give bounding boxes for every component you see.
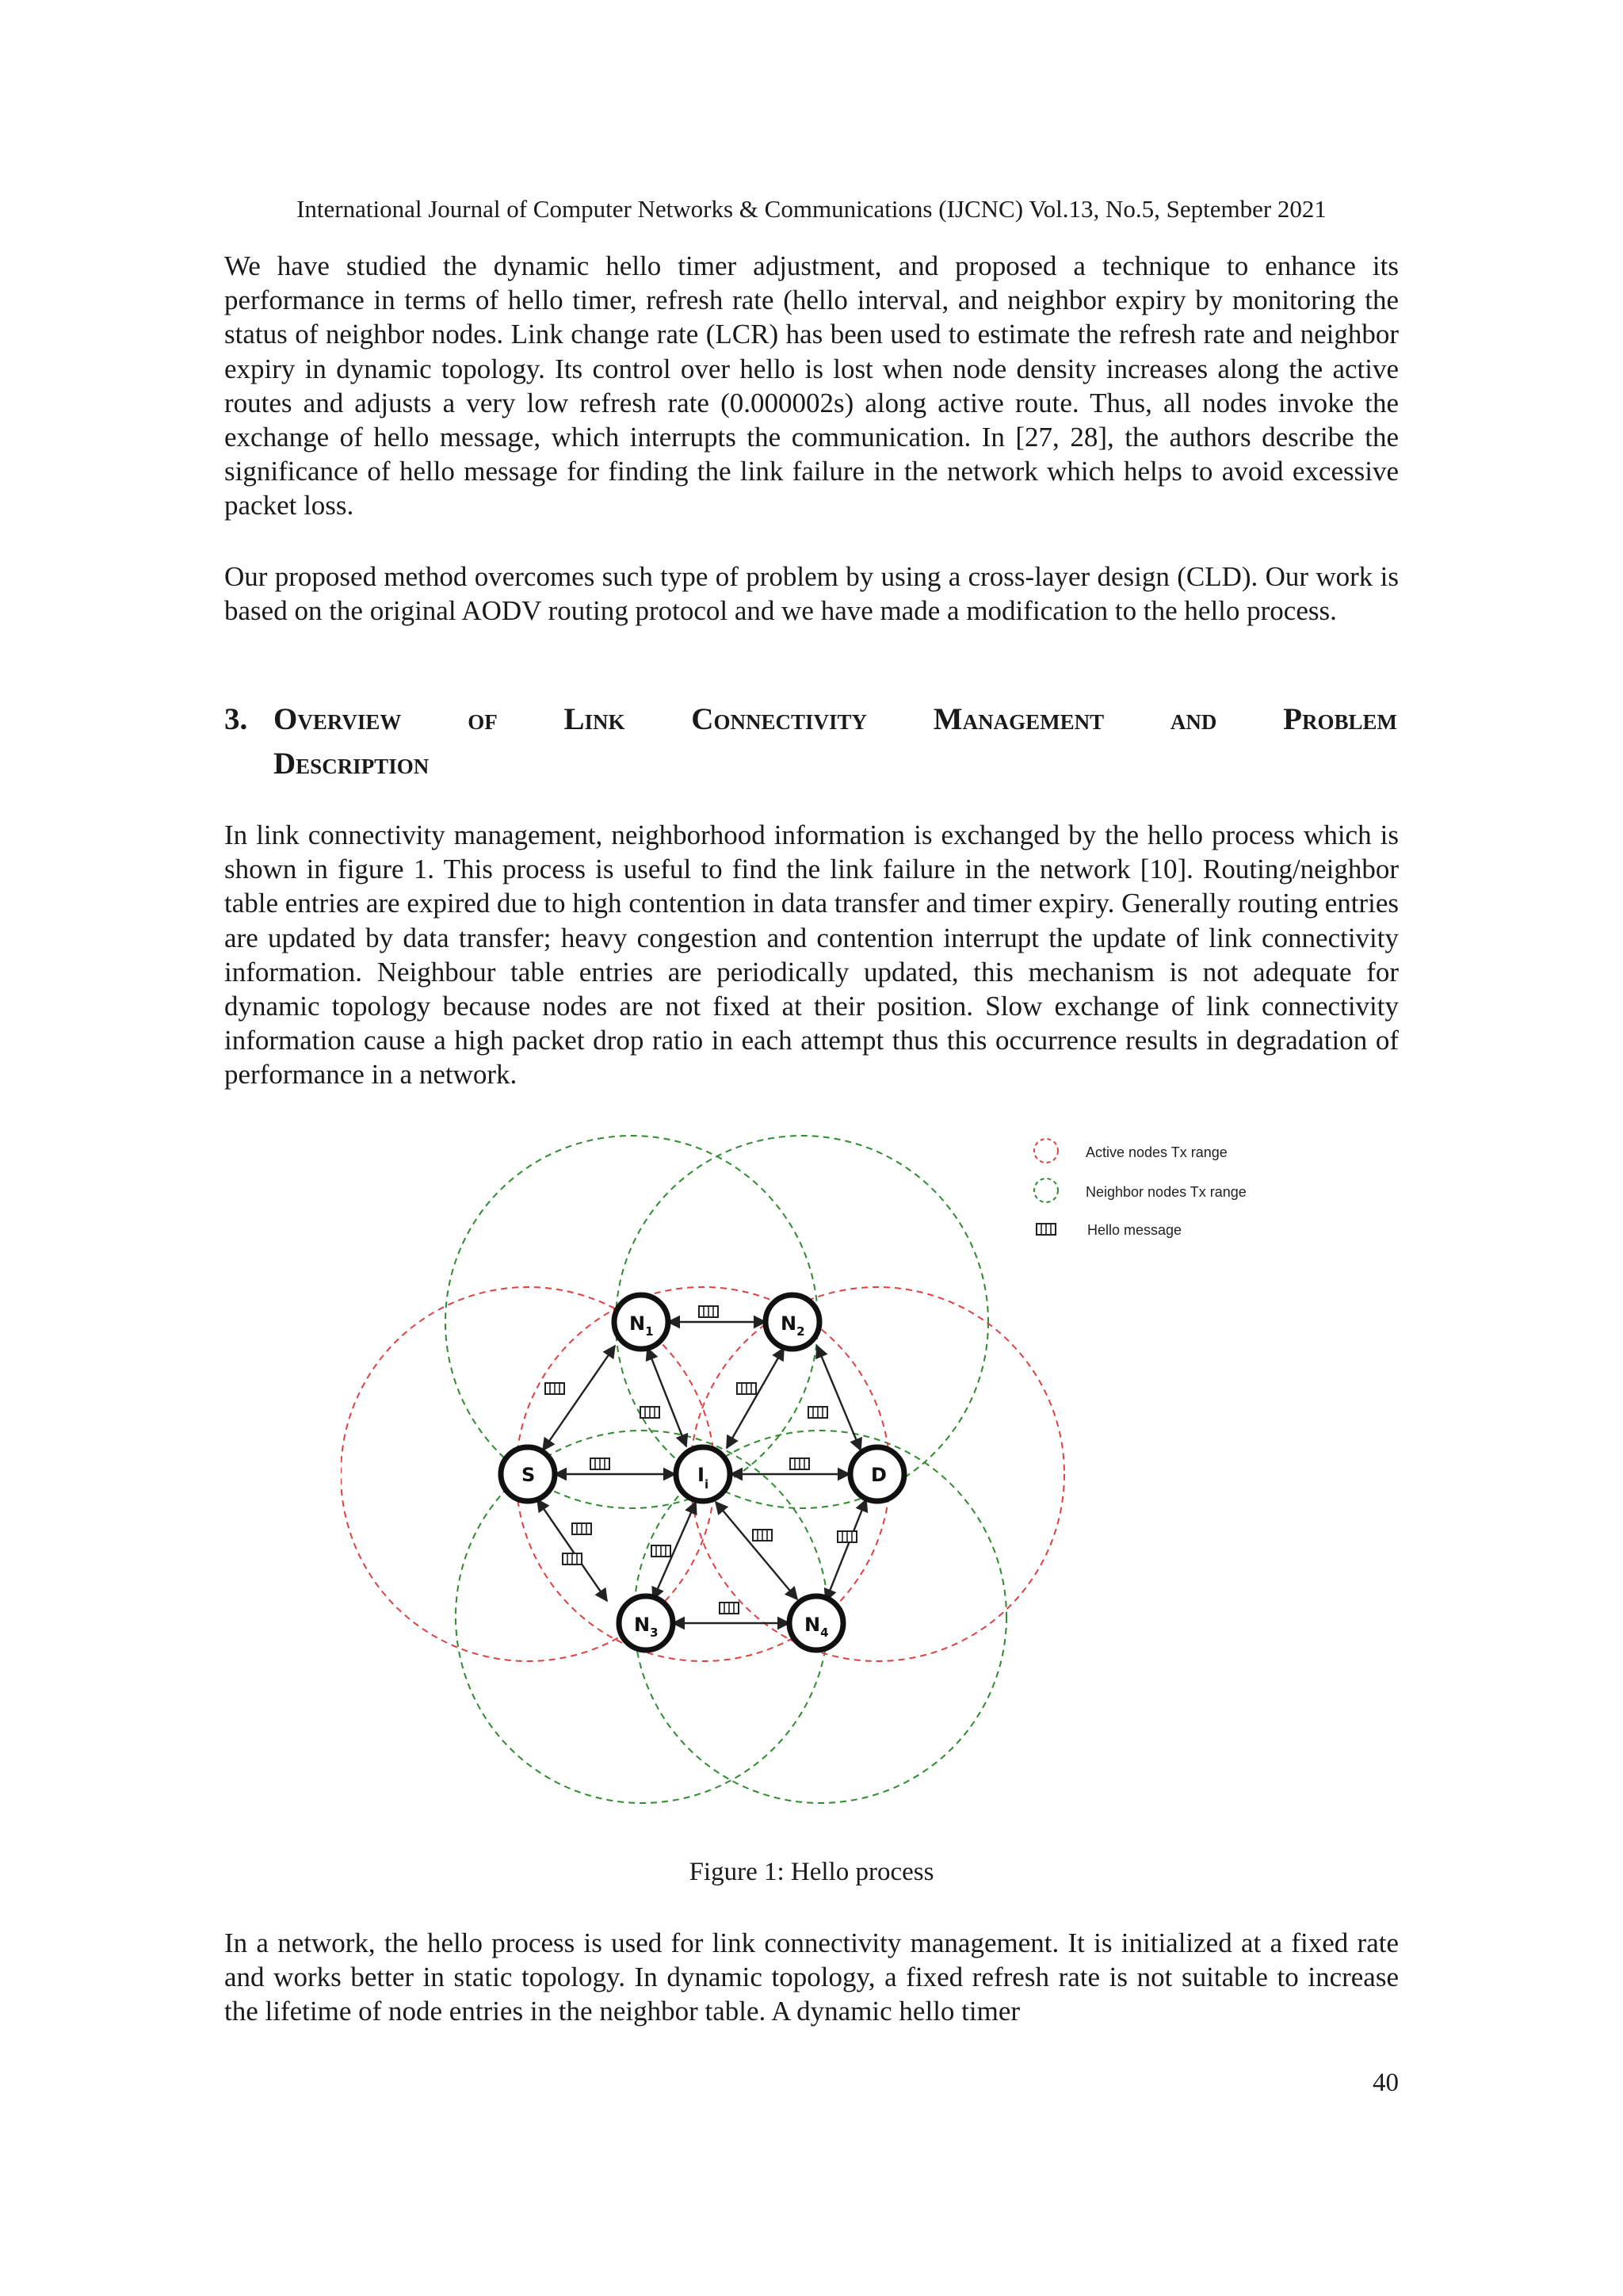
active-range-legend-icon: [1034, 1139, 1058, 1163]
legend-neighbor: Neighbor nodes Tx range: [1086, 1184, 1247, 1200]
node-label-d: D: [871, 1464, 887, 1486]
paragraph-1: We have studied the dynamic hello timer adjustment, and proposed a technique to enhance its performance in terms of hello timer, refresh rate (hello interval, and neighbor expiry by monitoring the status of neighbor nodes. Link change rate (LCR) has been used to estimate the refresh rate and neighbor expiry in dynamic topology. Its control over hello is lost when node density increases along the active routes and adjusts a very low refresh rate (0.000002s) along active route. Thus, all nodes invoke the exchange of hello message, which interrupts the communication. In [27, 28], the authors describe the significance of hello message for finding the link failure in the network which helps to avoid excessive packet loss.: [224, 250, 1399, 521]
journal-header: International Journal of Computer Networks & Communications (IJCNC) Vol.13, No.5, September 2021: [296, 195, 1327, 223]
node-label-n1: $N_1$: [629, 1312, 654, 1339]
node-label-n3: $N_3$: [634, 1614, 659, 1640]
node-label-n4: $N_4$: [804, 1614, 829, 1640]
section-number: 3.: [224, 702, 248, 736]
hello-message-legend-icon: [1037, 1224, 1056, 1235]
legend-hello: Hello message: [1087, 1222, 1182, 1238]
neighbor-range-legend-icon: [1034, 1179, 1058, 1202]
legend: [1034, 1139, 1247, 1238]
node-label-i: $I_i$: [697, 1464, 709, 1492]
section-heading: [224, 697, 1399, 786]
paragraph-3: In link connectivity management, neighborhood information is exchanged by the hello process which is shown in figure 1. This process is useful to find the link failure in the network [10]. Routing/neighbor table entries are expired due to high contention in data transfer and timer expiry. Generally routing entries are updated by data transfer; heavy congestion and contention interrupt the update of link connectivity information. Neighbour table entries are periodically updated, this mechanism is not adequate for dynamic topology because nodes are not fixed at their position. Slow exchange of link connectivity information cause a high packet drop ratio in each attempt thus this occurrence results in degradation of performance in a network.: [224, 819, 1399, 1091]
section-title-line2: Description: [273, 747, 430, 781]
paragraph-2: Our proposed method overcomes such type of problem by using a cross-layer design (CLD). Our work is based on the original AODV routing protocol and we have made a modification to the hello process.: [224, 561, 1399, 627]
hello-process-figure: [341, 1125, 1292, 1839]
paragraph-4: In a network, the hello process is used for link connectivity management. It is initialized at a fixed rate and works better in static topology. In dynamic topology, a fixed refresh rate is not suitable to increase the lifetime of node entries in the neighbor table. A dynamic hello timer: [224, 1927, 1399, 2027]
page-number: 40: [1373, 2069, 1399, 2097]
section-title-line1: Overview of Link Connectivity Management and Problem: [273, 702, 1397, 736]
node-label-n2: $N_2$: [781, 1312, 805, 1339]
figure-caption: Figure 1: Hello process: [689, 1858, 934, 1886]
node-labels: [521, 1312, 887, 1640]
node-label-s: S: [521, 1464, 536, 1486]
legend-active: Active nodes Tx range: [1086, 1144, 1228, 1160]
